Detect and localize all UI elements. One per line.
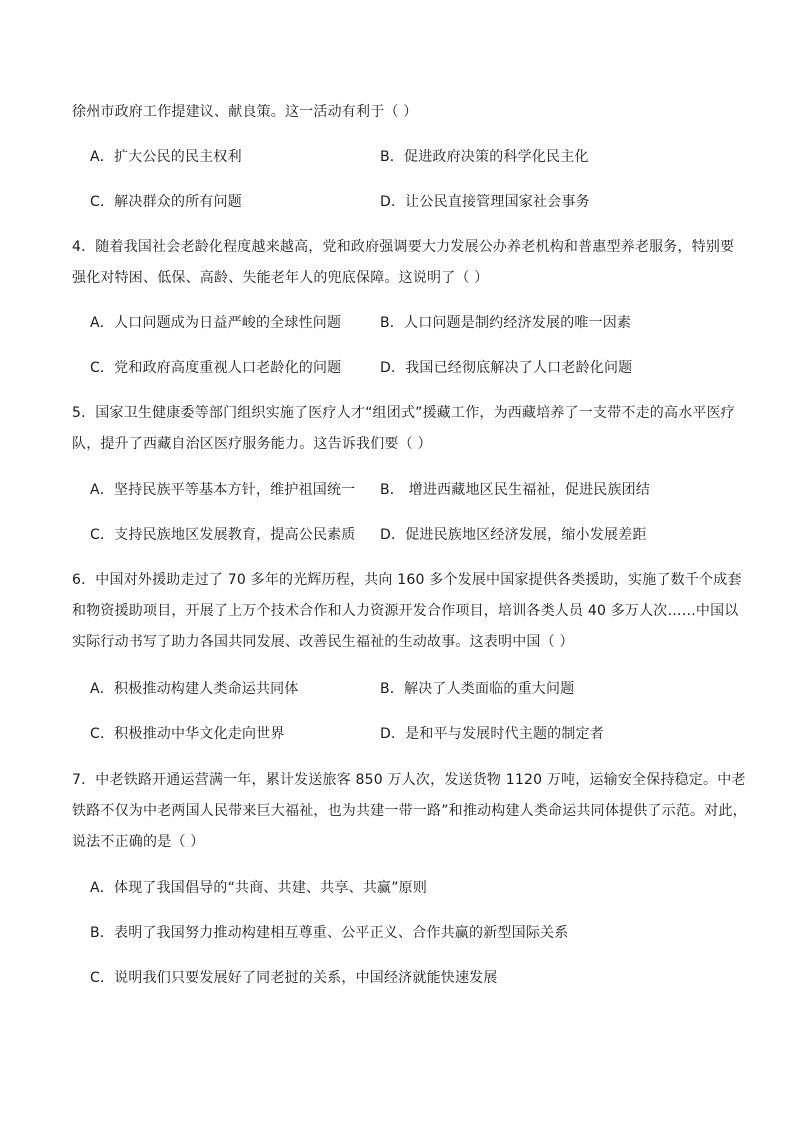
q5-option-a: A．坚持民族平等基本方针，维护祖国统一 (90, 482, 356, 498)
q3-option-c: C．解决群众的所有问题 (90, 194, 242, 210)
q3-option-a: A．扩大公民的民主权利 (90, 149, 242, 165)
q5-option-b: B． 增进西藏地区民生福祉，促进民族团结 (380, 482, 651, 498)
q6-stem-line-2: 和物资援助项目，开展了上万个技术合作和人力资源开发合作项目，培训各类人员 40 多万人次……中国以 (72, 603, 739, 619)
q6-option-b: B．解决了人类面临的重大问题 (380, 681, 575, 697)
q3-option-b: B．促进政府决策的科学化民主化 (380, 149, 589, 165)
q6-stem-line-1: 6．中国对外援助走过了 70 多年的光辉历程，共向 160 多个发展中国家提供各类援助，实施了数千个成套 (72, 572, 742, 588)
q4-option-b: B．人口问题是制约经济发展的唯一因素 (380, 315, 632, 331)
q6-option-a: A．积极推动构建人类命运共同体 (90, 681, 299, 697)
q4-stem-line-1: 4．随着我国社会老龄化程度越来越高，党和政府强调要大力发展公办养老机构和普惠型养老服务，特别要 (72, 239, 735, 255)
q5-option-d: D．促进民族地区经济发展，缩小发展差距 (380, 527, 647, 543)
q5-option-c: C．支持民族地区发展教育，提高公民素质 (90, 527, 356, 543)
q5-stem-line-1: 5．国家卫生健康委等部门组织实施了医疗人才“组团式”援藏工作，为西藏培养了一支带不走的高水平医疗 (72, 405, 736, 421)
q7-stem-line-2: 铁路不仅为中老两国人民带来巨大福祉，也为共建一带一路”和推动构建人类命运共同体提供了示范。对此， (72, 803, 747, 819)
q7-option-a: A．体现了我国倡导的“共商、共建、共享、共赢”原则 (90, 880, 428, 896)
q7-stem-line-1: 7．中老铁路开通运营满一年，累计发送旅客 850 万人次，发送货物 1120 万吨，运输安全保持稳定。中老 (72, 772, 746, 788)
q6-option-c: C．积极推动中华文化走向世界 (90, 726, 285, 742)
q4-stem-line-2: 强化对特困、低保、高龄、失能老年人的兜底保障。这说明了（ ） (72, 270, 489, 286)
q3-stem-line: 徐州市政府工作提建议、献良策。这一活动有利于（ ） (72, 104, 418, 120)
q7-option-c: C．说明我们只要发展好了同老挝的关系，中国经济就能快速发展 (90, 970, 498, 986)
q4-option-c: C．党和政府高度重视人口老龄化的问题 (90, 360, 342, 376)
q3-option-d: D．让公民直接管理国家社会事务 (380, 194, 590, 210)
q7-option-b: B．表明了我国努力推动构建相互尊重、公平正义、合作共赢的新型国际关系 (90, 925, 569, 941)
q6-option-d: D．是和平与发展时代主题的制定者 (380, 726, 604, 742)
q5-stem-line-2: 队，提升了西藏自治区医疗服务能力。这告诉我们要（ ） (72, 436, 432, 452)
q4-option-a: A．人口问题成为日益严峻的全球性问题 (90, 315, 342, 331)
q6-stem-line-3: 实际行动书写了助力各国共同发展、改善民生福祉的生动故事。这表明中国（ ） (72, 634, 574, 650)
q4-option-d: D．我国已经彻底解决了人口老龄化问题 (380, 360, 633, 376)
q7-stem-line-3: 说法不正确的是（ ） (72, 834, 205, 850)
